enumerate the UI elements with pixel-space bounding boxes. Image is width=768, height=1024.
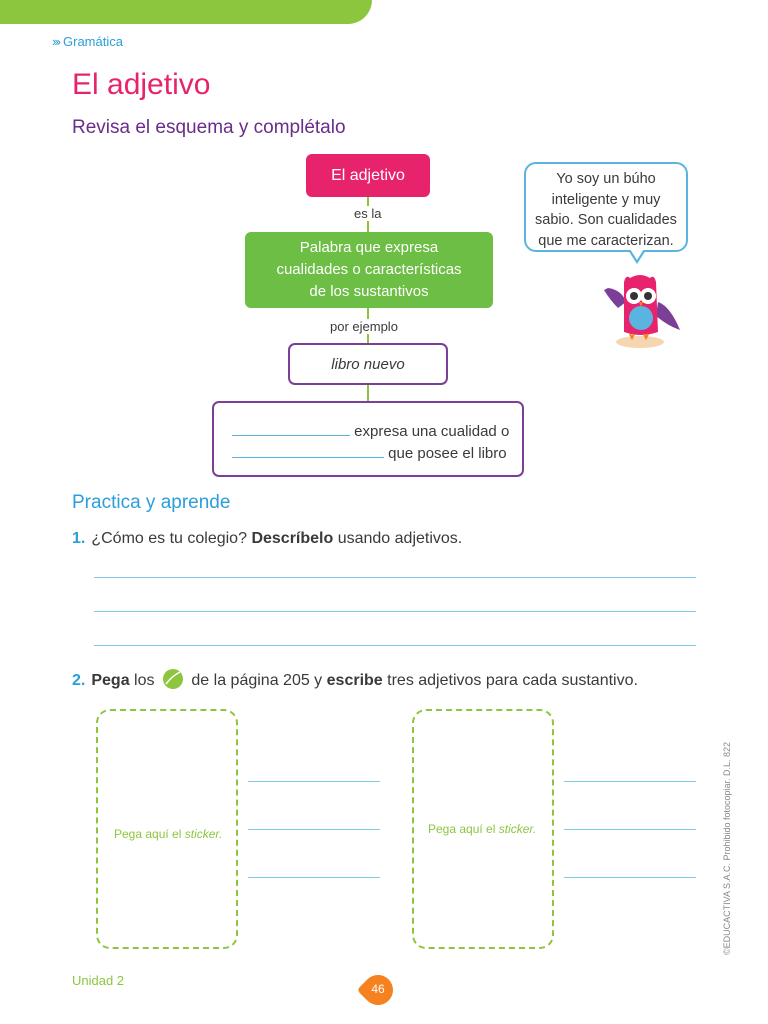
sticker-label-italic: sticker.	[498, 822, 537, 836]
answer-line[interactable]	[564, 877, 696, 878]
sticker-label-text: Pega aquí el	[428, 822, 499, 836]
connector-label: es la	[351, 206, 384, 221]
unit-label: Unidad 2	[72, 973, 125, 988]
bubble-line: sabio. Son cualidades	[535, 212, 677, 228]
bubble-line: inteligente y muy	[551, 191, 661, 208]
definition-line: de los sustantivos	[309, 283, 429, 300]
answer-line[interactable]	[564, 829, 696, 830]
answer-line[interactable]	[94, 577, 696, 578]
bubble-line: Yo soy un búho	[556, 171, 656, 187]
question-1	[72, 530, 462, 548]
question-number: 2.	[72, 672, 86, 689]
completion-box	[212, 401, 524, 477]
answer-line[interactable]	[248, 829, 380, 830]
practice-heading: Practica y aprende	[72, 492, 231, 513]
top-band	[0, 0, 372, 24]
example-box: libro nuevo	[288, 343, 448, 385]
answer-line[interactable]	[564, 781, 696, 782]
question-emphasis: escribe	[326, 672, 383, 689]
sticker-label-text: Pega aquí el	[114, 827, 185, 841]
copyright-note	[722, 741, 738, 955]
connector-line	[367, 385, 369, 401]
answer-line[interactable]	[94, 645, 696, 646]
sticker-label	[114, 827, 222, 841]
definition-line: cualidades o características	[276, 261, 462, 278]
section-label: Gramática	[63, 34, 123, 49]
answer-line[interactable]	[94, 611, 696, 612]
arrows-icon: ›››	[52, 34, 59, 49]
answer-line[interactable]	[248, 877, 380, 878]
question-text: tres adjetivos para cada sustantivo.	[387, 672, 638, 689]
question-emphasis: Pega	[91, 672, 130, 689]
owl-icon	[600, 268, 684, 350]
sticker-label	[428, 822, 536, 836]
bubble-tail-inner	[630, 249, 644, 260]
question-emphasis: Descríbelo	[251, 530, 334, 547]
bubble-line: que me caracterizan.	[538, 232, 674, 249]
sticker-icon	[162, 668, 184, 690]
section-tag	[52, 34, 123, 49]
copyright-text: ©EDUCACTIVA S.A.C. Prohibido fotocopiar. D.L. 822	[722, 741, 732, 955]
speech-bubble	[524, 162, 688, 252]
answer-blank[interactable]	[232, 443, 384, 458]
definition-line: Palabra que expresa	[299, 239, 439, 256]
diagram-top-box: El adjetivo	[306, 154, 430, 197]
question-text: de la página 205 y	[191, 672, 323, 689]
page-title: El adjetivo	[72, 68, 211, 101]
question-number: 1.	[72, 530, 86, 547]
definition-box	[245, 232, 493, 308]
subtitle: Revisa el esquema y complétalo	[72, 117, 346, 138]
connector-label: por ejemplo	[327, 319, 401, 334]
answer-blank[interactable]	[232, 421, 350, 436]
page-number: 46	[371, 982, 385, 996]
completion-text: que posee el libro	[388, 445, 507, 462]
question-text: los	[134, 672, 155, 689]
question-2	[72, 668, 638, 690]
answer-line[interactable]	[248, 781, 380, 782]
completion-text: expresa una cualidad o	[354, 423, 510, 440]
question-text: usando adjetivos.	[337, 530, 463, 547]
sticker-label-italic: sticker.	[184, 827, 223, 841]
question-text: ¿Cómo es tu colegio?	[91, 530, 247, 547]
